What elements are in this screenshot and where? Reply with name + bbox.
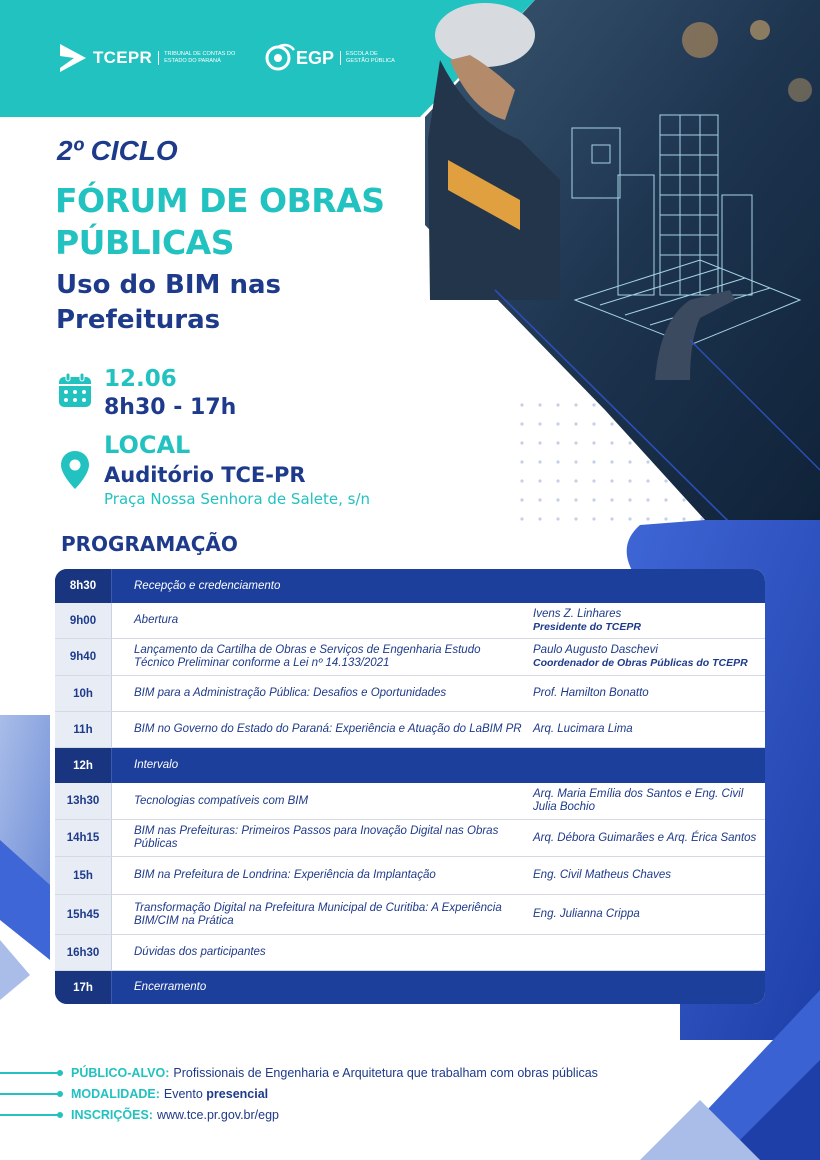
- location-pin-icon: [60, 450, 90, 490]
- row-time: 17h: [55, 971, 112, 1004]
- table-row: [55, 748, 765, 783]
- modality-text: Evento: [163, 1087, 203, 1101]
- egp-logo: [262, 40, 396, 76]
- speaker-name: Paulo Augusto Daschevi: [533, 644, 658, 656]
- bullet-line: [0, 1093, 60, 1095]
- row-activity: BIM no Governo do Estado do Paraná: Experiência e Atuação do LaBIM PR: [134, 723, 522, 735]
- table-row: [55, 857, 765, 895]
- table-row: [55, 712, 765, 748]
- registration-info: [0, 1108, 279, 1122]
- tcepr-logo: [56, 42, 238, 74]
- modality-info: [0, 1087, 268, 1101]
- egp-subtitle: ESCOLA DE GESTÃO PÚBLICA: [340, 51, 396, 65]
- row-activity: Abertura: [134, 614, 179, 626]
- program-table: [55, 569, 765, 1004]
- modality-label: MODALIDADE:: [71, 1087, 160, 1101]
- modality-value: presencial: [206, 1087, 269, 1101]
- table-row: [55, 895, 765, 935]
- speaker-name: Ivens Z. Linhares: [533, 607, 622, 620]
- row-time: 15h: [55, 857, 112, 894]
- table-row: [55, 603, 765, 639]
- row-speaker: [522, 644, 765, 670]
- calendar-icon: [58, 372, 92, 408]
- row-time: 16h30: [55, 935, 112, 970]
- speaker-role: Presidente do TCEPR: [533, 620, 641, 633]
- row-activity: Tecnologias compatíveis com BIM: [134, 794, 309, 807]
- table-row: [55, 639, 765, 676]
- tcepr-subtitle: TRIBUNAL DE CONTAS DO ESTADO DO PARANÁ: [158, 51, 238, 65]
- event-subtitle: Uso do BIM nas Prefeituras: [56, 270, 281, 335]
- speaker-role: Coordenador de Obras Públicas do TCEPR: [533, 657, 748, 669]
- row-speaker: Eng. Civil Matheus Chaves: [533, 869, 672, 881]
- table-row: [55, 935, 765, 971]
- event-time: 8h30 - 17h: [104, 395, 237, 420]
- row-activity: Recepção e credenciamento: [134, 579, 281, 592]
- registration-link[interactable]: www.tce.pr.gov.br/egp: [156, 1108, 280, 1122]
- row-activity: BIM para a Administração Pública: Desafios e Oportunidades: [134, 687, 447, 699]
- row-time: 8h30: [55, 569, 112, 603]
- table-row: [55, 569, 765, 603]
- row-speaker: Arq. Débora Guimarães e Arq. Érica Santos: [533, 831, 757, 844]
- row-time: 9h00: [55, 603, 112, 638]
- row-activity: Transformação Digital na Prefeitura Municipal de Curitiba: A Experiência BIM/CIM na Prática: [134, 901, 502, 927]
- egp-name: EGP: [296, 47, 335, 68]
- row-time: 14h15: [55, 820, 112, 856]
- row-speaker: Arq. Lucimara Lima: [533, 723, 633, 735]
- row-time: 15h45: [55, 895, 112, 934]
- program-title: PROGRAMAÇÃO: [61, 532, 238, 556]
- row-speaker: [522, 608, 765, 634]
- row-activity: Dúvidas dos participantes: [134, 946, 266, 958]
- location-name: Auditório TCE-PR: [104, 463, 306, 487]
- row-activity: Encerramento: [134, 981, 207, 993]
- table-row: [55, 676, 765, 712]
- event-cycle: 2º CICLO: [57, 135, 178, 166]
- audience-text: Profissionais de Engenharia e Arquitetura que trabalham com obras públicas: [173, 1066, 598, 1080]
- audience-info: [0, 1066, 598, 1080]
- location-address: Praça Nossa Senhora de Salete, s/n: [104, 490, 371, 508]
- row-speaker: Arq. Maria Emília dos Santos e Eng. Civil Julia Bochio: [533, 788, 744, 813]
- row-time: 10h: [55, 676, 112, 711]
- row-time: 12h: [55, 748, 112, 783]
- row-activity: BIM nas Prefeituras: Primeiros Passos para Inovação Digital nas Obras Públicas: [134, 825, 499, 850]
- table-row: [55, 783, 765, 820]
- location-label: LOCAL: [104, 431, 191, 459]
- event-title: FÓRUM DE OBRAS PÚBLICAS: [55, 181, 385, 262]
- egp-mark-icon: [262, 40, 298, 76]
- row-time: 9h40: [55, 639, 112, 675]
- audience-label: PÚBLICO-ALVO:: [71, 1066, 170, 1080]
- tcepr-name: TCEPR: [93, 48, 153, 67]
- table-row: [55, 820, 765, 857]
- row-time: 13h30: [55, 783, 112, 819]
- row-activity: Lançamento da Cartilha de Obras e Serviços de Engenharia Estudo Técnico Preliminar conforme a Lei nº 14.133/2021: [134, 644, 481, 669]
- table-row: [55, 971, 765, 1004]
- row-speaker: Prof. Hamilton Bonatto: [533, 687, 649, 699]
- registration-label: INSCRIÇÕES:: [71, 1108, 153, 1122]
- row-speaker: Eng. Julianna Crippa: [533, 908, 640, 920]
- row-activity: Intervalo: [134, 759, 179, 771]
- bullet-line: [0, 1114, 60, 1116]
- row-time: 11h: [55, 712, 112, 747]
- event-date: 12.06: [104, 366, 177, 392]
- row-activity: BIM na Prefeitura de Londrina: Experiência da Implantação: [134, 869, 436, 881]
- bullet-line: [0, 1072, 60, 1074]
- tcepr-mark-icon: [56, 42, 88, 74]
